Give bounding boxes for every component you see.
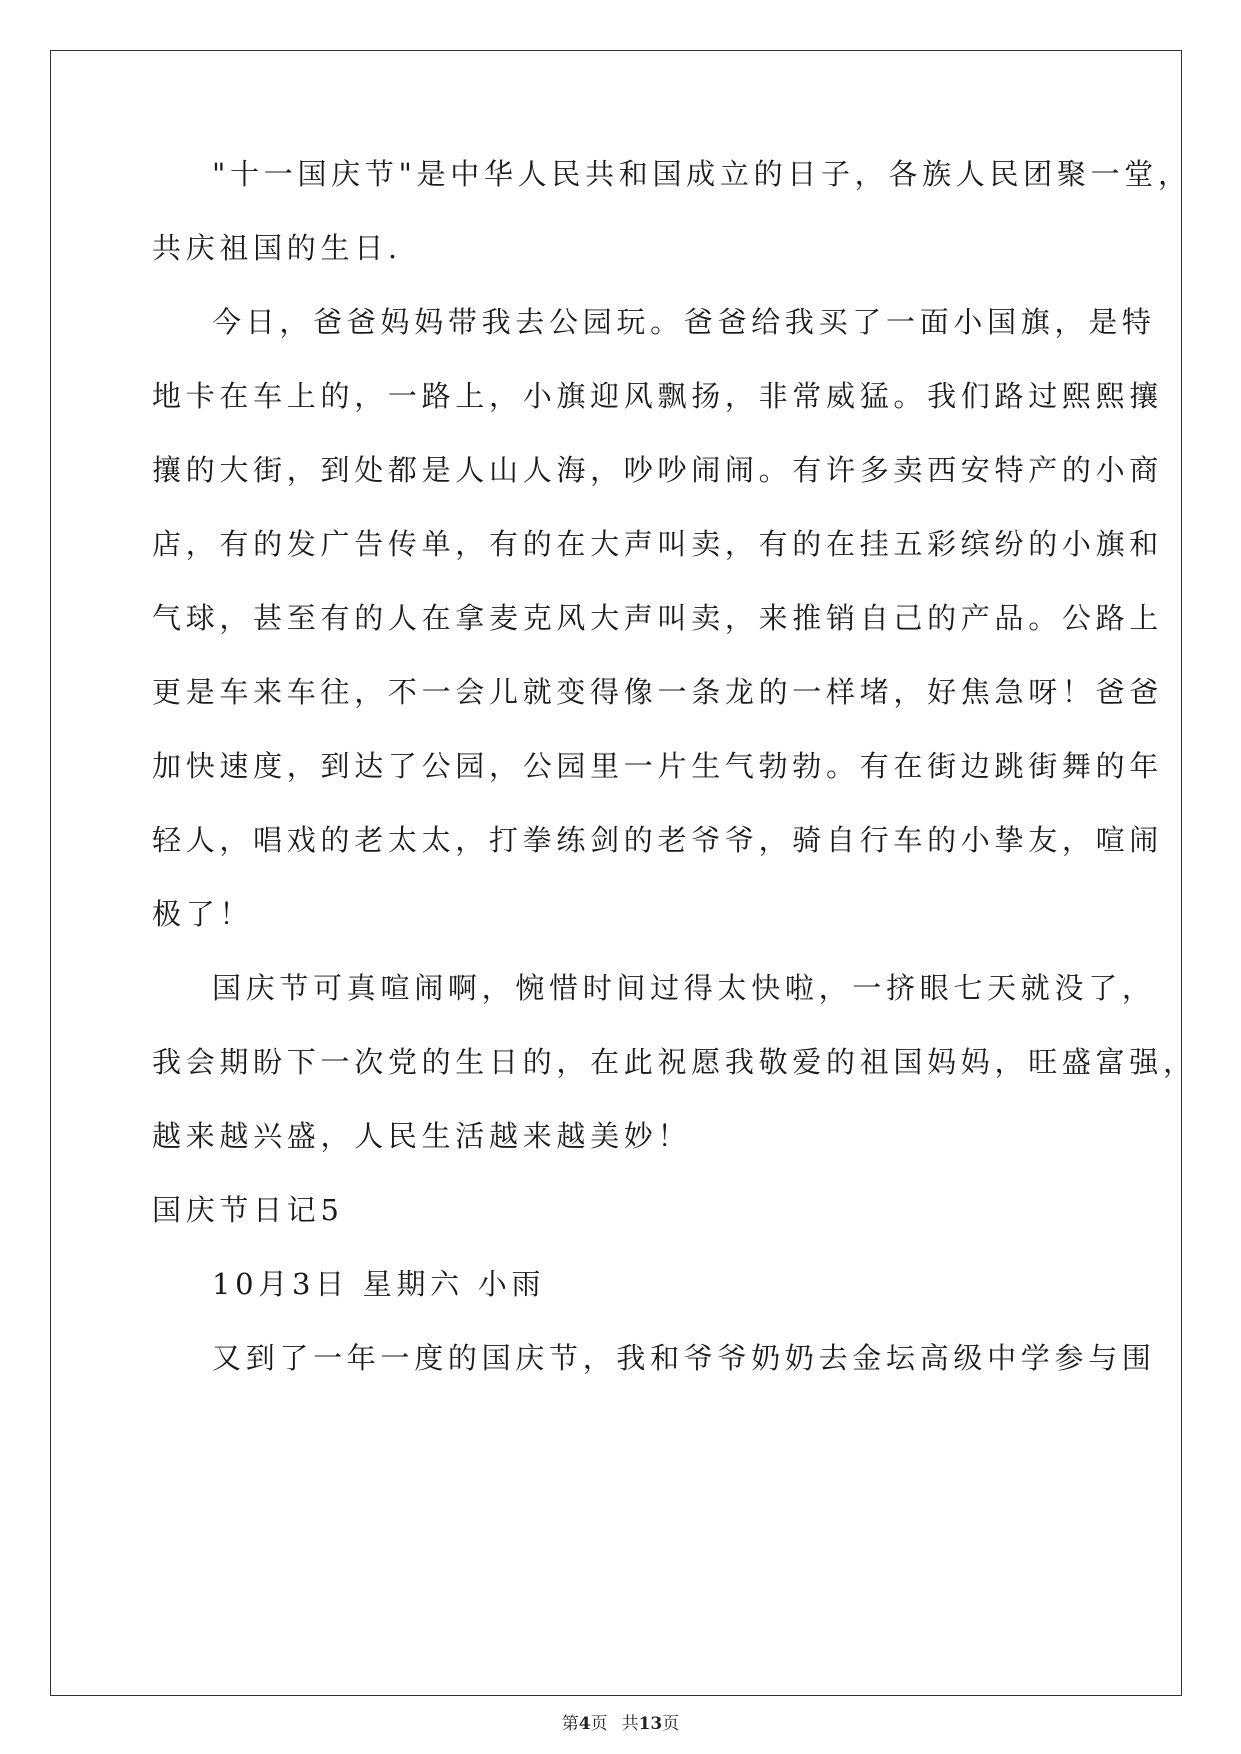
paragraph-1-line-2: 共庆祖国的生日. [152, 231, 402, 265]
section-heading: 国庆节日记5 [152, 1193, 344, 1227]
paragraph-2-line-3: 攘的大街，到处都是人山人海，吵吵闹闹。有许多卖西安特产的小商 [152, 453, 1164, 487]
paragraph-2-line-1: 今日，爸爸妈妈带我去公园玩。爸爸给我买了一面小国旗，是特 [212, 305, 1156, 339]
footer-page-suffix: 页 [590, 1714, 608, 1734]
page-frame [50, 50, 1182, 1696]
paragraph-3-line-1: 国庆节可真喧闹啊，惋惜时间过得太快啦，一挤眼七天就没了， [212, 971, 1156, 1005]
paragraph-2-line-8: 轻人，唱戏的老太太，打拳练剑的老爷爷，骑自行车的小挚友，喧闹 [152, 823, 1164, 857]
paragraph-3-line-2: 我会期盼下一次党的生日的，在此祝愿我敬爱的祖国妈妈，旺盛富强， [152, 1045, 1197, 1079]
date-line: 10月3日 星期六 小雨 [212, 1267, 546, 1301]
paragraph-2-line-9: 极了！ [152, 897, 254, 931]
paragraph-3-line-3: 越来越兴盛，人民生活越来越美妙！ [152, 1119, 692, 1153]
footer-total-prefix: 共 [621, 1714, 639, 1734]
paragraph-2-line-5: 气球，甚至有的人在拿麦克风大声叫卖，来推销自己的产品。公路上 [152, 601, 1164, 635]
total-page-count: 13 [638, 1714, 663, 1734]
paragraph-2-line-2: 地卡在车上的，一路上，小旗迎风飘扬，非常威猛。我们路过熙熙攘 [152, 379, 1164, 413]
page-footer [0, 1713, 1241, 1735]
paragraph-2-line-6: 更是车来车往，不一会儿就变得像一条龙的一样堵，好焦急呀！爸爸 [152, 675, 1164, 709]
current-page-number: 4 [578, 1714, 591, 1734]
footer-total-suffix: 页 [662, 1714, 680, 1734]
paragraph-2-line-7: 加快速度，到达了公园，公园里一片生气勃勃。有在街边跳街舞的年 [152, 749, 1164, 783]
footer-prefix: 第 [561, 1714, 579, 1734]
paragraph-2-line-4: 店，有的发广告传单，有的在大声叫卖，有的在挂五彩缤纷的小旗和 [152, 527, 1164, 561]
paragraph-4-line-1: 又到了一年一度的国庆节，我和爷爷奶奶去金坛高级中学参与围 [212, 1341, 1156, 1375]
paragraph-1-line-1: "十一国庆节"是中华人民共和国成立的日子，各族人民团聚一堂， [212, 157, 1192, 191]
